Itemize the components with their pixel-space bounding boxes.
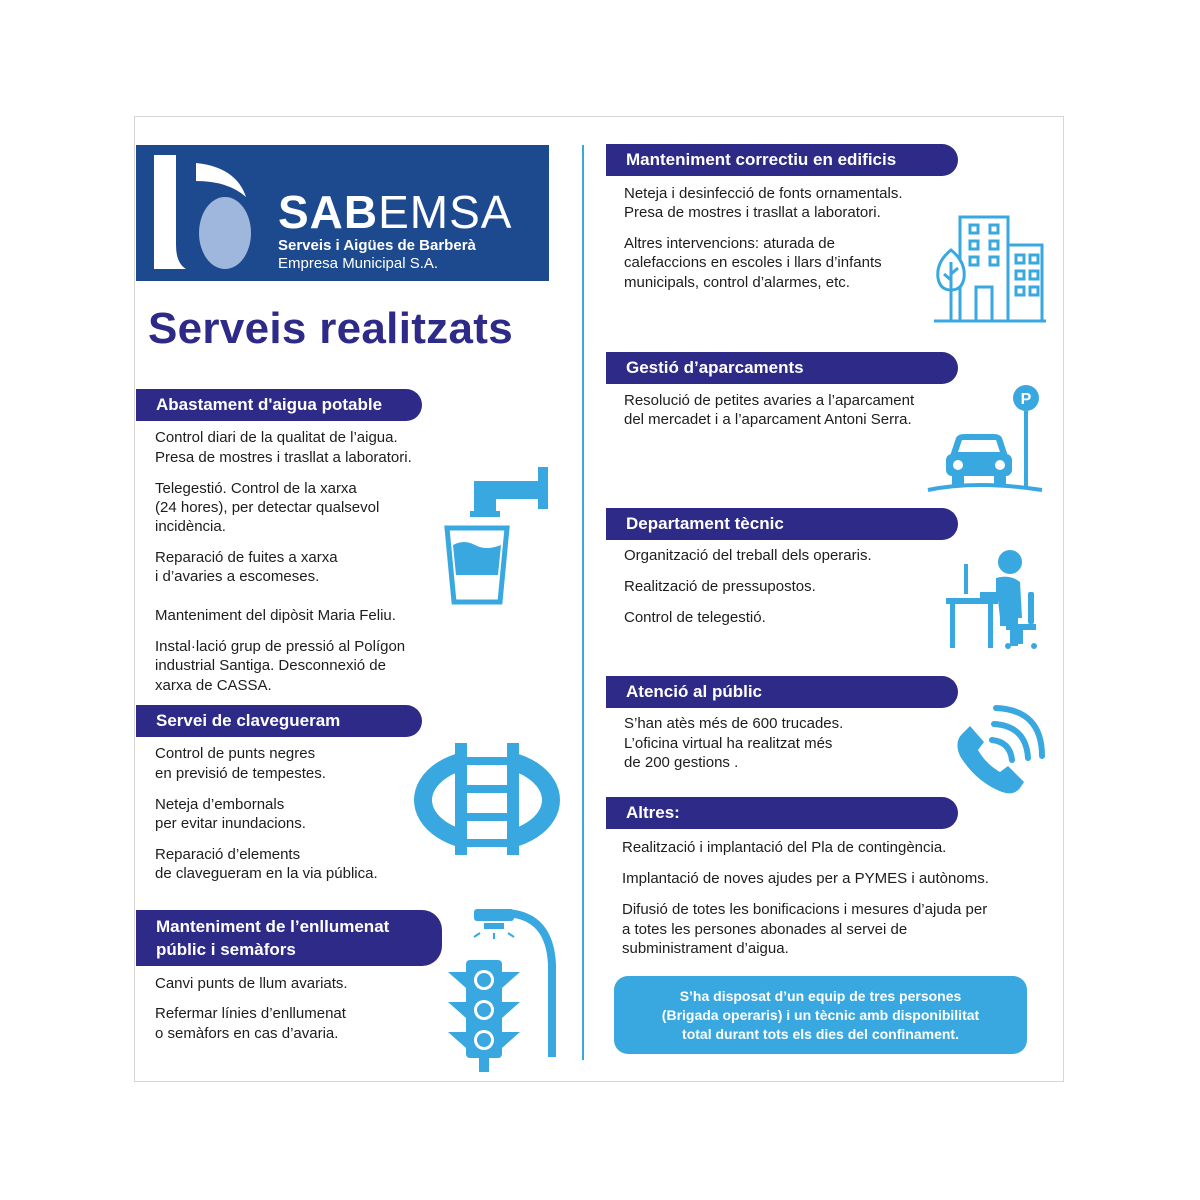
list-item: de 200 gestions .	[624, 754, 739, 771]
heading-edificis: Manteniment correctiu en edificis	[606, 144, 958, 176]
list-item: Presa de mostres i trasllat a laboratori.	[624, 204, 881, 221]
logo-name: SABEMSA	[278, 186, 513, 238]
list-item: de clavegueram en la via pública.	[155, 865, 378, 882]
list-item: a totes les persones abonades al servei de	[622, 921, 908, 938]
list-item: (24 hores), per detectar qualsevol	[155, 499, 380, 516]
list-item: del mercadet i a l’aparcament Antoni Serra.	[624, 411, 912, 428]
heading-aparcaments: Gestió d’aparcaments	[606, 352, 958, 384]
list-item: Realització i implantació del Pla de contingència.	[622, 839, 947, 856]
heading-departament-tecnic: Departament tècnic	[606, 508, 958, 540]
heading-clavegueram: Servei de clavegueram	[136, 705, 422, 737]
list-item: en previsió de tempestes.	[155, 765, 326, 782]
list-item: calefaccions en escoles i llars d’infants	[624, 254, 882, 271]
list-item: subministrament d’aigua.	[622, 940, 789, 957]
water-glass-icon	[444, 525, 510, 605]
column-divider	[582, 145, 584, 1060]
list-item: L’oficina virtual ha realitzat més	[624, 735, 833, 752]
note-line: (Brigada operaris) i un tècnic amb disponibilitat	[661, 1006, 980, 1023]
traffic-light-icon	[446, 950, 522, 1072]
car-icon	[944, 432, 1014, 488]
list-item: Neteja d’embornals	[155, 796, 285, 813]
list-item: Control diari de la qualitat de l’aigua.	[155, 429, 398, 446]
list-item: Neteja i desinfecció de fonts ornamentals.	[624, 185, 903, 202]
sabemsa-logo	[136, 145, 549, 281]
list-item: Altres intervencions: aturada de	[624, 235, 835, 252]
note-line: S’ha disposat d’un equip de tres persones	[679, 987, 962, 1004]
list-item: Control de punts negres	[155, 745, 316, 762]
heading-abastament-aigua: Abastament d'aigua potable	[136, 389, 422, 421]
list-item: incidència.	[155, 518, 226, 535]
list-item: Instal·lació grup de pressió al Polígon	[155, 638, 406, 655]
list-item: Telegestió. Control de la xarxa	[155, 480, 357, 497]
note-line: total durant tots els dies del confinament.	[682, 1025, 959, 1042]
list-item: Difusió de totes les bonificacions i mesures d’ajuda per	[622, 901, 988, 918]
list-item: Control de telegestió.	[624, 609, 766, 626]
heading-line: públic i semàfors	[156, 940, 296, 959]
page-title: Serveis realitzats	[148, 304, 513, 353]
list-item: i d’avaries a escomeses.	[155, 568, 320, 585]
logo-subtitle: Serveis i Aigües de Barberà	[278, 237, 476, 254]
confinement-note	[614, 976, 1027, 1054]
list-item: Refermar línies d’enllumenat	[155, 1005, 346, 1022]
list-item: Reparació de fuites a xarxa	[155, 549, 338, 566]
list-item: municipals, control d’alarmes, etc.	[624, 274, 850, 291]
office-worker-icon	[946, 548, 1040, 650]
water-tap-icon	[470, 467, 550, 517]
svg-text:P: P	[1020, 391, 1032, 408]
list-item: Organització del treball dels operaris.	[624, 547, 872, 564]
heading-altres: Altres:	[606, 797, 958, 829]
phone-icon	[952, 700, 1046, 796]
heading-enllumenat	[136, 910, 442, 966]
list-item: o semàfors en cas d’avaria.	[155, 1025, 339, 1042]
tree-icon	[934, 248, 968, 322]
list-item: Realització de pressupostos.	[624, 578, 816, 595]
heading-line: Manteniment de l’enllumenat	[156, 917, 390, 936]
manhole-icon	[413, 743, 561, 855]
list-item: Reparació d’elements	[155, 846, 301, 863]
list-item: Resolució de petites avaries a l’aparcament	[624, 392, 915, 409]
list-item: industrial Santiga. Desconnexió de	[155, 657, 386, 674]
list-item: S’han atès més de 600 trucades.	[624, 715, 844, 732]
list-item: Canvi punts de llum avariats.	[155, 975, 348, 992]
list-item: Implantació de noves ajudes per a PYMES i autònoms.	[622, 870, 989, 887]
list-item: xarxa de CASSA.	[155, 677, 272, 694]
list-item: Presa de mostres i trasllat a laboratori.	[155, 449, 412, 466]
list-item: Manteniment del dipòsit Maria Feliu.	[155, 607, 396, 624]
logo-company-type: Empresa Municipal S.A.	[278, 255, 439, 272]
heading-atencio-public: Atenció al públic	[606, 676, 958, 708]
list-item: per evitar inundacions.	[155, 815, 306, 832]
